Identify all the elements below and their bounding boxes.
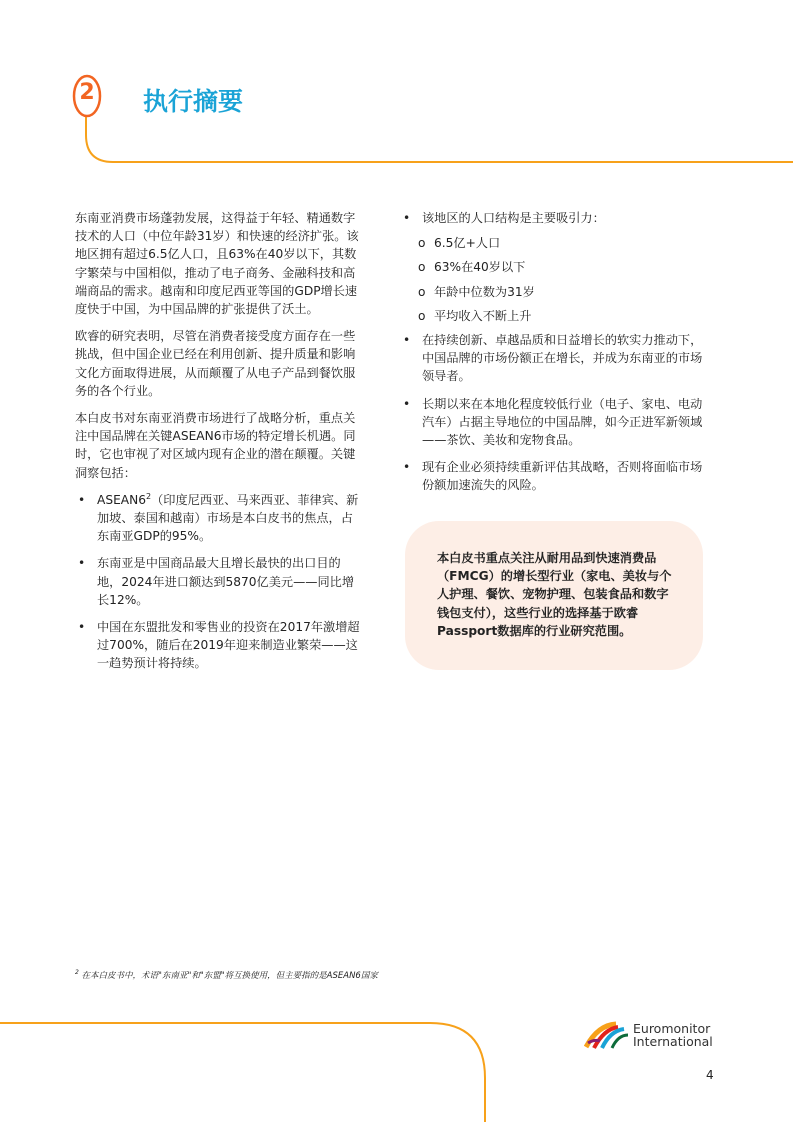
section-number: 2 xyxy=(79,80,95,105)
footnote-ref: 2 xyxy=(145,491,152,501)
right-column xyxy=(400,209,705,504)
sub-bullet-item: o 年龄中位数为31岁 xyxy=(400,283,705,301)
paragraph: 欧睿的研究表明，尽管在消费者接受度方面存在一些挑战，但中国企业已经在利用创新、提升质量和影响文化方面取得进展，从而颠覆了从电子产品到餐饮服务的各个行业。 xyxy=(75,329,356,398)
callout-text: 本白皮书重点关注从耐用品到快速消费品（FMCG）的增长型行业（家电、美妆与个人护理、餐饮、宠物护理、包装食品和数字钱包支付），这些行业的选择基于欧睿Passport数据库的行业研究范围。 xyxy=(437,551,672,638)
logo-line1: Euromonitor xyxy=(633,1021,711,1036)
bullet-item: • 长期以来在本地化程度较低行业（电子、家电、电动汽车）占据主导地位的中国品牌，如今正进军新领域——茶饮、美妆和宠物食品。 xyxy=(400,395,705,450)
sub-bullet-item: o 63%在40岁以下 xyxy=(400,258,705,276)
sub-bullet-item: o 6.5亿+人口 xyxy=(400,234,705,252)
bullet-item: • 现有企业必须持续重新评估其战略，否则将面临市场份额加速流失的风险。 xyxy=(400,458,705,494)
left-column xyxy=(75,209,361,682)
logo-line2: International xyxy=(633,1034,713,1049)
bullet-item: • 中国在东盟批发和零售业的投资在2017年激增超过700%，随后在2019年迎来制造业繁荣——这一趋势预计将持续。 xyxy=(75,618,361,673)
page-number: 4 xyxy=(706,1068,714,1082)
bullet-text: （印度尼西亚、马来西亚、菲律宾、新加坡、泰国和越南）市场是本白皮书的焦点，占东南亚GDP的95%。 xyxy=(97,492,359,544)
bullet-item: • 在持续创新、卓越品质和日益增长的软实力推动下，中国品牌的市场份额正在增长，并成为东南亚的市场领导者。 xyxy=(400,331,705,386)
bullet-item: • 该地区的人口结构是主要吸引力： xyxy=(400,209,705,227)
euromonitor-logo xyxy=(584,1021,713,1049)
bullet-item: • 东南亚是中国商品最大且增长最快的出口目的地，2024年进口额达到5870亿美元——同比增长12%。 xyxy=(75,554,361,609)
callout-box xyxy=(405,521,703,670)
sub-bullet-item: o 平均收入不断上升 xyxy=(400,307,705,325)
page-title: 执行摘要 xyxy=(143,87,244,116)
logo-arc-icon xyxy=(584,1021,630,1049)
bullet-item xyxy=(75,491,361,546)
paragraph: 本白皮书对东南亚消费市场进行了战略分析，重点关注中国品牌在关键ASEAN6市场的特定增长机遇。同时，它也审视了对区域内现有企业的潜在颠覆。关键洞察包括： xyxy=(75,411,356,480)
bullet-text: ASEAN6 xyxy=(97,492,146,507)
footnote-mark: 2 xyxy=(75,969,79,977)
paragraph: 东南亚消费市场蓬勃发展，这得益于年轻、精通数字技术的人口（中位年龄31岁）和快速的经济扩张。该地区拥有超过6.5亿人口，且63%在40岁以下，其数字繁荣与中国相似，推动了电子商务、金融科技和高端商品的需求。越南和印度尼西亚等国的GDP增长速度快于中国，为中国品牌的扩张提供了沃土。 xyxy=(75,211,359,317)
footnote-text: 在本白皮书中，术语"东南亚"和"东盟"将互换使用，但主要指的是ASEAN6国家 xyxy=(78,971,378,981)
footnote xyxy=(75,969,378,981)
